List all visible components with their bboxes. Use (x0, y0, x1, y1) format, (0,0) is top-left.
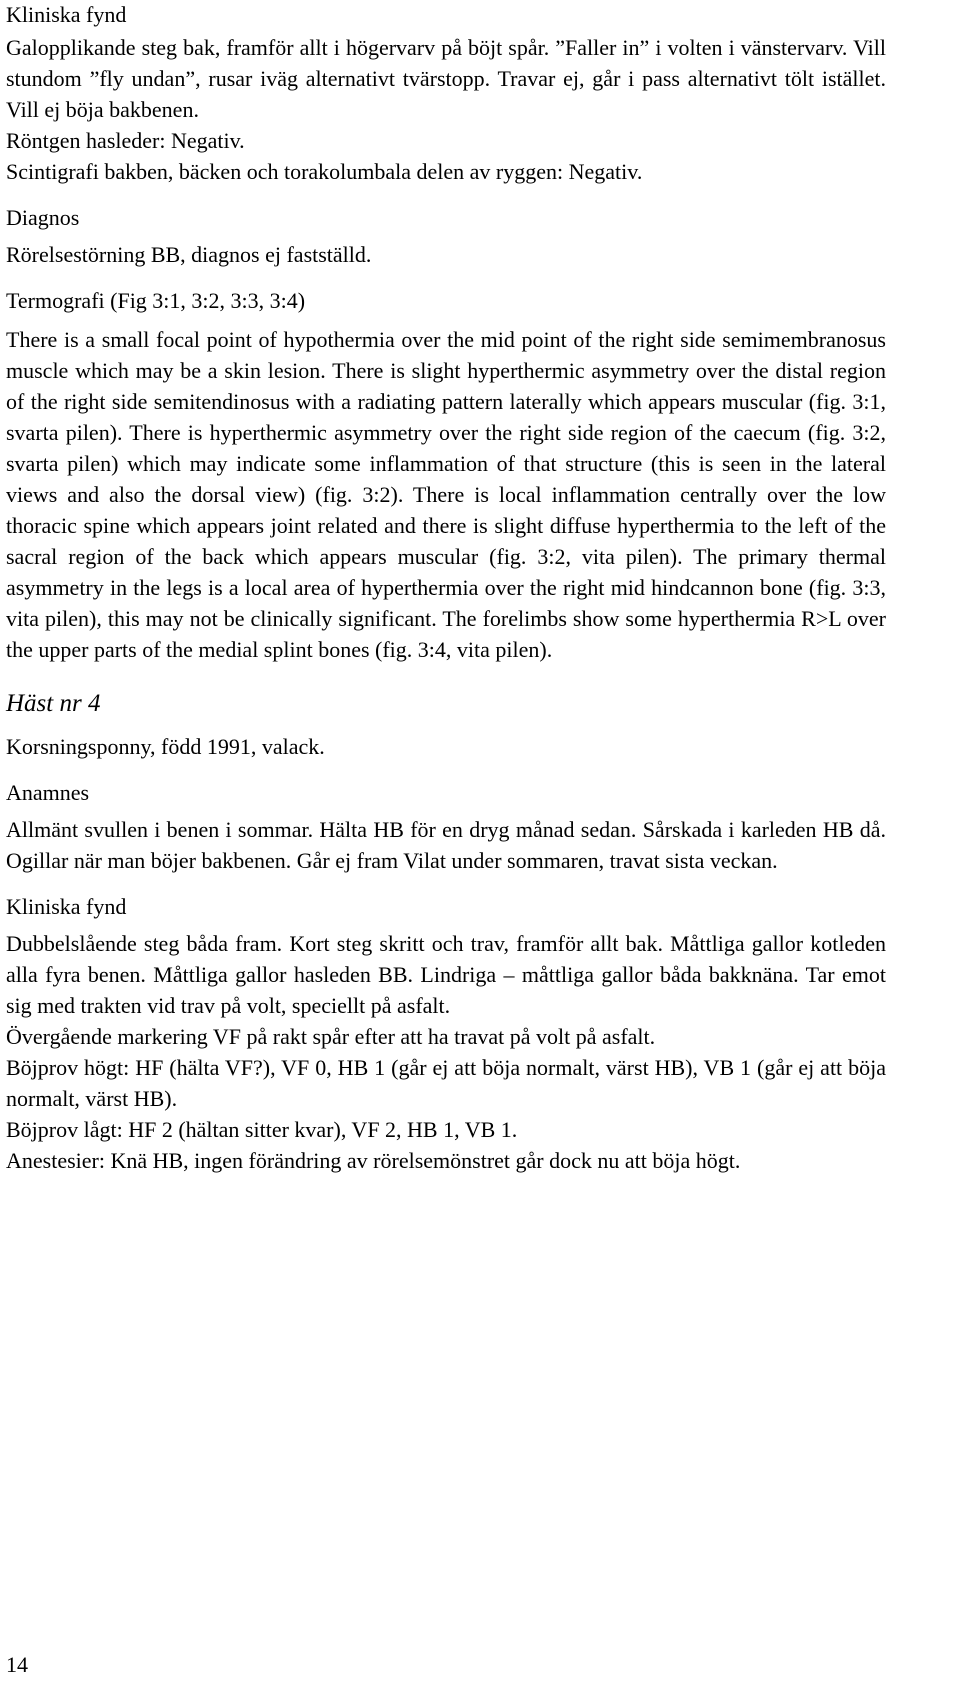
document-page (6, 0, 886, 1176)
anamnes-heading: Anamnes (6, 780, 90, 805)
kliniska-fynd-2-heading: Kliniska fynd (6, 894, 127, 919)
termografi-heading: Termografi (Fig 3:1, 3:2, 3:3, 3:4) (6, 288, 306, 313)
kliniska-fynd-paragraph: Galopplikande steg bak, framför allt i högervarv på böjt spår. ”Faller in” i volten i vänstervarv. Vill stundom ”fly undan”, rusar iväg alternativt tvärstopp. Travar ej, går i pass alternativt tölt istället. Vill ej böja bakbenen. (6, 35, 886, 122)
bojprov-lagt-line: Böjprov lågt: HF 2 (hältan sitter kvar), VF 2, HB 1, VB 1. (6, 1117, 518, 1142)
anamnes-paragraph: Allmänt svullen i benen i sommar. Hälta HB för en dryg månad sedan. Sårskada i karleden HB då. Ogillar när man böjer bakbenen. Går ej fram Vilat under sommaren, travat sista veckan. (6, 817, 886, 873)
kliniska-fynd-heading: Kliniska fynd (6, 2, 127, 27)
rontgen-line: Röntgen hasleder: Negativ. (6, 128, 245, 153)
anestesier-paragraph: Anestesier: Knä HB, ingen förändring av rörelsemönstret går dock nu att böja högt. (6, 1148, 741, 1173)
termografi-paragraph: There is a small focal point of hypothermia over the mid point of the right side semimembranosus muscle which may be a skin lesion. There is slight hyperthermic asymmetry over the distal region of the right side semitendinosus with a radiating pattern laterally which appears muscular (fig. 3:1, svarta pilen). There is hyperthermic asymmetry over the right side region of the caecum (fig. 3:2, svarta pilen) which may indicate some inflammation of that structure (this is seen in the lateral views and also the dorsal view) (fig. 3:2). There is local inflammation centrally over the low thoracic spine which appears joint related and there is slight diffuse hyperthermia to the left of the sacral region of the back which appears muscular (fig. 3:2, vita pilen). The primary thermal asymmetry in the legs is a local area of hyperthermia over the right mid hindcannon bone (fig. 3:3, vita pilen), this may not be clinically significant. The forelimbs show some hyperthermia R>L over the upper parts of the medial splint bones (fig. 3:4, vita pilen). (6, 327, 886, 662)
kliniska-fynd-2-paragraph: Dubbelslående steg båda fram. Kort steg skritt och trav, framför allt bak. Måttliga gallor kotleden alla fyra benen. Måttliga gallor hasleden BB. Lindriga – måttliga gallor båda bakknäna. Tar emot sig med trakten vid trav på volt, speciellt på asfalt. (6, 931, 886, 1018)
bojprov-hogt-paragraph: Böjprov högt: HF (hälta VF?), VF 0, HB 1 (går ej att böja normalt, värst HB), VB 1 (går ej att böja normalt, värst HB). (6, 1055, 886, 1111)
overgaende-line: Övergående markering VF på rakt spår efter att ha travat på volt på asfalt. (6, 1024, 656, 1049)
scintigrafi-line: Scintigrafi bakben, bäcken och torakolumbala delen av ryggen: Negativ. (6, 159, 643, 184)
hast-nr-4-title: Häst nr 4 (6, 690, 101, 717)
diagnos-text: Rörelsestörning BB, diagnos ej fastställd. (6, 242, 372, 267)
page-number: 14 (6, 1652, 28, 1677)
diagnos-heading: Diagnos (6, 205, 80, 230)
hast-description: Korsningsponny, född 1991, valack. (6, 734, 325, 759)
